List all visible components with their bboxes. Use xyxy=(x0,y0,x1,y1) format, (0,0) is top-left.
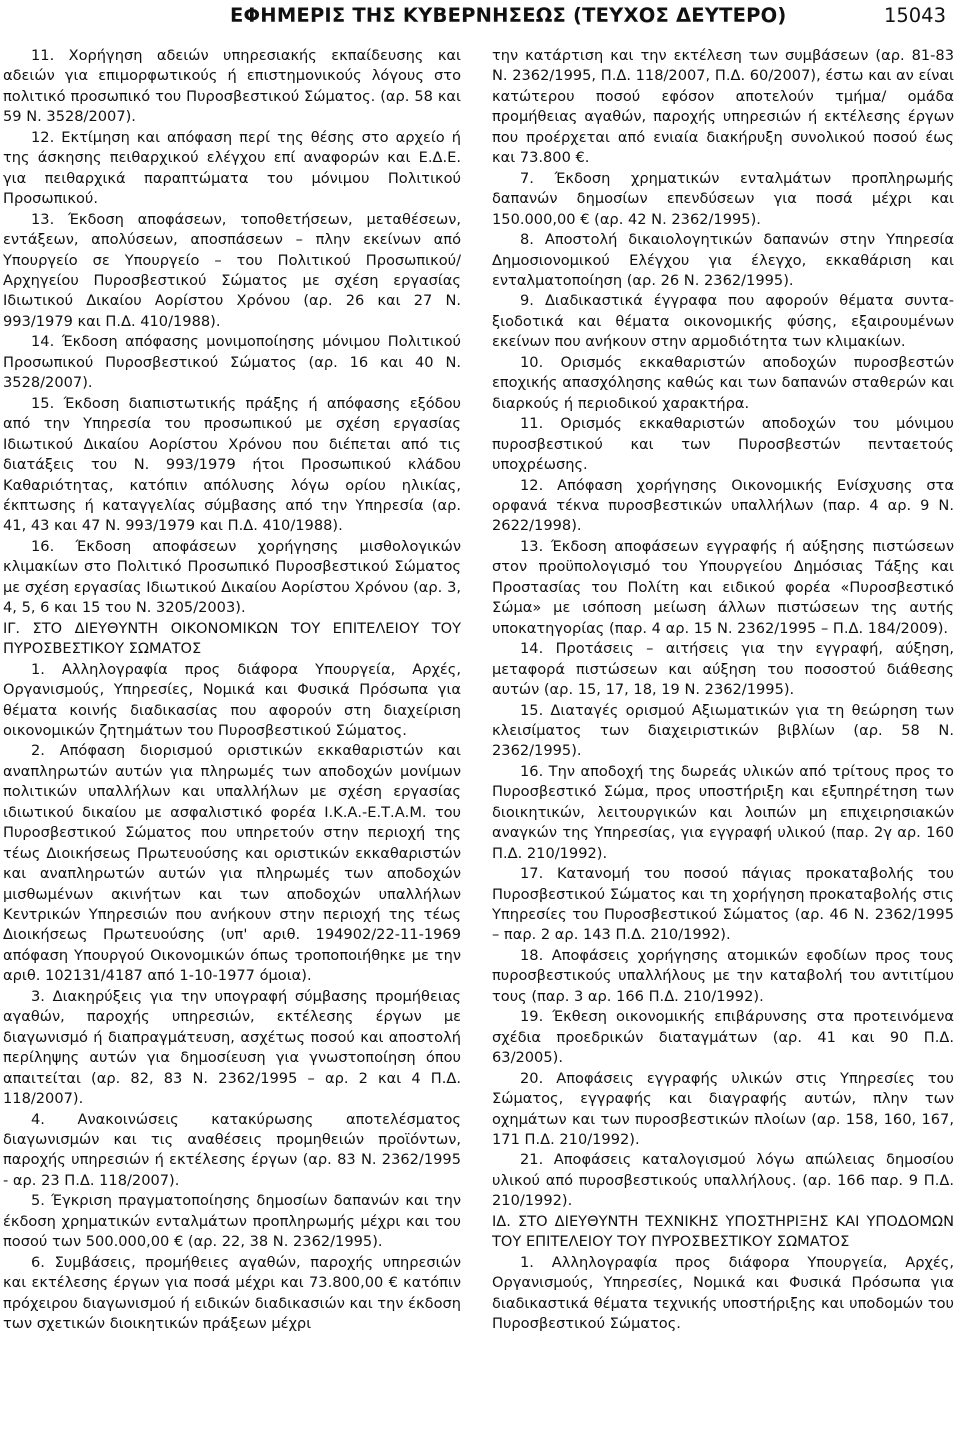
gazette-title: ΕΦΗΜΕΡΙΣ ΤΗΣ ΚΥΒΕΡΝΗΣΕΩΣ (ΤΕΥΧΟΣ ΔΕΥΤΕΡΟ) xyxy=(230,4,787,27)
section-heading: ΙΓ. ΣΤΟ ΔΙΕΥΘΥΝΤΗ ΟΙΚΟΝΟΜΙΚΩΝ ΤΟΥ ΕΠΙΤΕΛΕΙΟΥ ΤΟΥ ΠΥΡΟΣΒΕΣΤΙΚΟΥ ΣΩΜΑΤΟΣ xyxy=(3,619,461,658)
paragraph: 18. Αποφάσεις χορήγησης ατομικών εφοδίων προς τους πυροσβεστικούς υπαλλήλους με την καταβολή του αντιτίμου τους (παρ. 3 αρ. 166 Π.Δ. 210/1992). xyxy=(492,946,954,1005)
page-header xyxy=(0,0,960,38)
paragraph: 9. Διαδικαστικά έγγραφα που αφορούν θέματα συντα-ξιοδοτικά και θέματα οικονομικής φύσης, εξαιρουμένων εκείνων που ανήκουν στην αρμοδιότητα των κλιμακίων. xyxy=(492,292,954,351)
paragraph: 20. Αποφάσεις εγγραφής υλικών στις Υπηρεσίες του Σώματος, εγγραφής και διαγραφής αυτών, πλην των οχημάτων και των πυροσβεστικών πλοίων (αρ. 158, 160, 167, 171 Π.Δ. 210/1992). xyxy=(492,1069,954,1149)
paragraph: 15. Έκδοση διαπιστωτικής πράξης ή απόφασης εξόδου από την Υπηρεσία του προσωπικού με σχέση εργασίας Ιδιωτικού Δικαίου Αορίστου Χρόνου που διέπεται από τις διατάξεις του Ν. 993/1979 ήτοι Προσωπικού κλάδου Καθαριότητας, κατόπιν απόλυσης λόγω ορίου ηλικίας, έκπτωσης ή καταγγελίας σύμβασης από την Υπηρεσία (αρ. 41, 43 και 47 Ν. 993/1979 και Π.Δ. 410/1988). xyxy=(3,394,461,535)
paragraph: 1. Αλληλογραφία προς διάφορα Υπουργεία, Αρχές, Οργανισμούς, Υπηρεσίες, Νομικά και Φυσικά Πρόσωπα για διαδικαστικά θέματα τεχνικής υποστήριξης και υποδομών του Πυροσβεστικού Σώματος. xyxy=(492,1253,954,1333)
paragraph: 17. Κατανομή του ποσού πάγιας προκαταβολής του Πυροσβεστικού Σώματος και τη χορήγηση προκαταβολής στις Υπηρεσίες του Πυροσβεστικού Σώματος (αρ. 46 Ν. 2362/1995 – παρ. 2 αρ. 143 Π.Δ. 210/1992). xyxy=(492,865,954,944)
paragraph: 8. Αποστολή δικαιολογητικών δαπανών στην Υπηρεσία Δημοσιονομικού Ελέγχου για έλεγχο, εκκαθάριση και ενταλματοποίηση (αρ. 26 Ν. 2362/1995). xyxy=(492,231,954,289)
paragraph: 16. Έκδοση αποφάσεων χορήγησης μισθολογικών κλιμακίων στο Πολιτικό Προσωπικό Πυροσβεστικού Σώματος με σχέση εργασίας Ιδιωτικού Δικαίου Αορίστου Χρόνου (αρ. 3, 4, 5, 6 και 15 του Ν. 3205/2003). xyxy=(3,537,461,617)
section-heading: ΙΔ. ΣΤΟ ΔΙΕΥΘΥΝΤΗ ΤΕΧΝΙΚΗΣ ΥΠΟΣΤΗΡΙΞΗΣ ΚΑΙ ΥΠΟΔΟΜΩΝ ΤΟΥ ΕΠΙΤΕΛΕΙΟΥ ΤΟΥ ΠΥΡΟΣΒΕΣΤΙΚΟΥ ΣΩΜΑΤΟΣ xyxy=(492,1212,954,1251)
paragraph: 5. Έγκριση πραγματοποίησης δημοσίων δαπανών και την έκδοση χρηματικών ενταλμάτων προπληρωμής μέχρι και του ποσού των 500.000,00 € (αρ. 22, 38 Ν. 2362/1995). xyxy=(3,1192,461,1251)
paragraph: 16. Την αποδοχή της δωρεάς υλικών από τρίτους προς το Πυροσβεστικό Σώμα, προς υποστήριξη και εξυπηρέτηση των διοικητικών, λειτουργικών και λοιπών μη επιχειρησιακών αναγκών της Υπηρεσίας, για εγγραφή υλικού (παρ. 2γ αρ. 160 Π.Δ. 210/1992). xyxy=(492,762,954,862)
paragraph: 7. Έκδοση χρηματικών ενταλμάτων προπληρωμής δαπανών δημοσίων επενδύσεων για ποσά μέχρι και 150.000,00 € (αρ. 42 Ν. 2362/1995). xyxy=(492,169,954,228)
paragraph: 13. Έκδοση αποφάσεων εγγραφής ή αύξησης πιστώσεων στον προϋπολογισμό του Υπουργείου Δημόσιας Τάξης και Προστασίας του Πολίτη και ειδικού φορέα «Πυροσβεστικό Σώμα» με ισόποση μείωση άλλων πιστώσεων της αυτής υποκατηγορίας (παρ. 4 αρ. 15 Ν. 2362/1995 – Π.Δ. 184/2009). xyxy=(492,537,954,637)
page-number: 15043 xyxy=(883,4,946,27)
paragraph: 10. Ορισμός εκκαθαριστών αποδοχών πυροσβεστών εποχικής απασχόλησης καθώς και των δαπανών σταθερών και διαρκούς ή περιοδικού χαρακτήρα. xyxy=(492,353,954,412)
paragraph: 2. Απόφαση διορισμού οριστικών εκκαθαριστών και αναπληρωτών αυτών για πληρωμές των αποδοχών μονίμων πολιτικών υπαλλήλων και υπαλλήλων με σχέση εργασίας ιδιωτικού δικαίου με ασφαλιστικό φορέα Ι.Κ.Α.-Ε.Τ.Α.Μ. του Πυροσβεστικού Σώματος που υπηρετούν στην περιοχή της τέως Διοικήσεως Πρωτευούσης και οριστικών εκκαθαριστών και αναπληρωτών αυτών για πληρωμές των αποδοχών μισθωμένων ακινήτων και των αποδοχών υπαλλήλων Κεντρικών Υπηρεσιών που ανήκουν στην περιοχή της τέως Διοικήσεως Πρωτευούσης (υπ' αριθ. 194902/22-11-1969 απόφαση Υπουργού Οικονομικών όπως τροποποιήθηκε με την αριθ. 102131/4187 από 1-10-1977 όμοια). xyxy=(3,742,461,985)
paragraph: 19. Έκθεση οικονομικής επιβάρυνσης στα προτεινόμενα σχέδια προεδρικών διαταγμάτων (αρ. 41 και 90 Π.Δ. 63/2005). xyxy=(492,1008,954,1067)
paragraph: 6. Συμβάσεις, προμήθειες αγαθών, παροχής υπηρεσιών και εκτέλεσης έργων για ποσά μέχρι και 73.800,00 € κατόπιν πρόχειρου διαγωνισμού ή ειδικών διαδικασιών και την έκδοση των σχετικών διοικητικών πράξεων μέχρι xyxy=(3,1253,461,1333)
paragraph: 12. Απόφαση χορήγησης Οικονομικής Ενίσχυσης στα ορφανά τέκνα πυροσβεστικών υπαλλήλων (παρ. 4 αρ. 9 Ν. 2622/1998). xyxy=(492,476,954,535)
paragraph: 15. Διαταγές ορισμού Αξιωματικών για τη θεώρηση των κλεισίματος των διαχειριστικών βιβλίων (αρ. 58 Ν. 2362/1995). xyxy=(492,701,954,760)
paragraph: 11. Ορισμός εκκαθαριστών αποδοχών του μόνιμου πυροσβεστικού και των Πυροσβεστών πενταετούς υποχρέωσης. xyxy=(492,415,954,474)
right-column xyxy=(492,46,954,1335)
paragraph-continued: την κατάρτιση και την εκτέλεση των συμβάσεων (αρ. 81-83 Ν. 2362/1995, Π.Δ. 118/2007, Π.Δ. 60/2007), έστω και αν είναι κατώτερου ποσού εφόσον αποτελούν τμήμα/ ομάδα προμήθειας αγαθών, παροχής υπηρεσιών ή εκτέλεσης έργων που προέρχεται από ενιαία διακήρυξη συνολικού ποσού έως και 73.800 €. xyxy=(492,47,954,167)
paragraph: 21. Αποφάσεις καταλογισμού λόγω απώλειας δημοσίου υλικού από πυροσβεστικούς υπαλλήλους. (αρ. 166 παρ. 9 Π.Δ. 210/1992). xyxy=(492,1151,954,1210)
paragraph: 14. Έκδοση απόφασης μονιμοποίησης μόνιμου Πολιτικού Προσωπικού Πυροσβεστικού Σώματος (αρ. 16 και 40 Ν. 3528/2007). xyxy=(3,333,461,392)
paragraph: 14. Προτάσεις – αιτήσεις για την εγγραφή, αύξηση, μεταφορά πιστώσεων και αύξηση του ποσοστού διάθεσης αυτών (αρ. 15, 17, 18, 19 Ν. 2362/1995). xyxy=(492,640,954,699)
paragraph: 11. Χορήγηση αδειών υπηρεσιακής εκπαίδευσης και αδειών για επιμορφωτικούς ή επιστημονικούς λόγους στο πολιτικό προσωπικό του Πυροσβεστικού Σώματος. (αρ. 58 και 59 Ν. 3528/2007). xyxy=(3,47,461,126)
paragraph: 1. Αλληλογραφία προς διάφορα Υπουργεία, Αρχές, Οργανισμούς, Υπηρεσίες, Νομικά και Φυσικά Πρόσωπα για θέματα κοινής διαδικασίας που αφορούν στη διαχείριση οικονομικών ζητημάτων του Πυροσβεστικού Σώματος. xyxy=(3,660,461,739)
paragraph: 3. Διακηρύξεις για την υπογραφή σύμβασης προμήθειας αγαθών, παροχής υπηρεσιών, εκτέλεσης έργων με διαγωνισμό ή διαπραγμάτευση, ασχέτως ποσού και αποστολή περίληψης αυτών για δημοσίευση για γνωστοποίηση όπου απαιτείται (αρ. 82, 83 Ν. 2362/1995 – αρ. 2 και 4 Π.Δ. 118/2007). xyxy=(3,987,461,1108)
left-column xyxy=(3,46,461,1335)
paragraph: 12. Εκτίμηση και απόφαση περί της θέσης στο αρχείο ή της άσκησης πειθαρχικού ελέγχου επί αναφορών και Ε.Δ.Ε. για πειθαρχικά παραπτώματα του μόνιμου Πολιτικού Προσωπικού. xyxy=(3,128,461,208)
paragraph: 4. Ανακοινώσεις κατακύρωσης αποτελέσματος διαγωνισμών και τις αναθέσεις προμηθειών προϊόντων, παροχής υπηρεσιών ή εκτέλεσης έργων (αρ. 83 Ν. 2362/1995 - αρ. 23 Π.Δ. 118/2007). xyxy=(3,1110,461,1189)
paragraph: 13. Έκδοση αποφάσεων, τοποθετήσεων, μεταθέσεων, εντάξεων, απολύσεων, αποσπάσεων – πλην εκείνων από Υπουργείο σε Υπουργείο – του Πολιτικού Προσωπικού/ Αρχηγείου Πυροσβεστικού Σώματος με σχέση εργασίας Ιδιωτικού Δικαίου Αορίστου Χρόνου (αρ. 26 και 27 Ν. 993/1979 και Π.Δ. 410/1988). xyxy=(3,210,461,330)
